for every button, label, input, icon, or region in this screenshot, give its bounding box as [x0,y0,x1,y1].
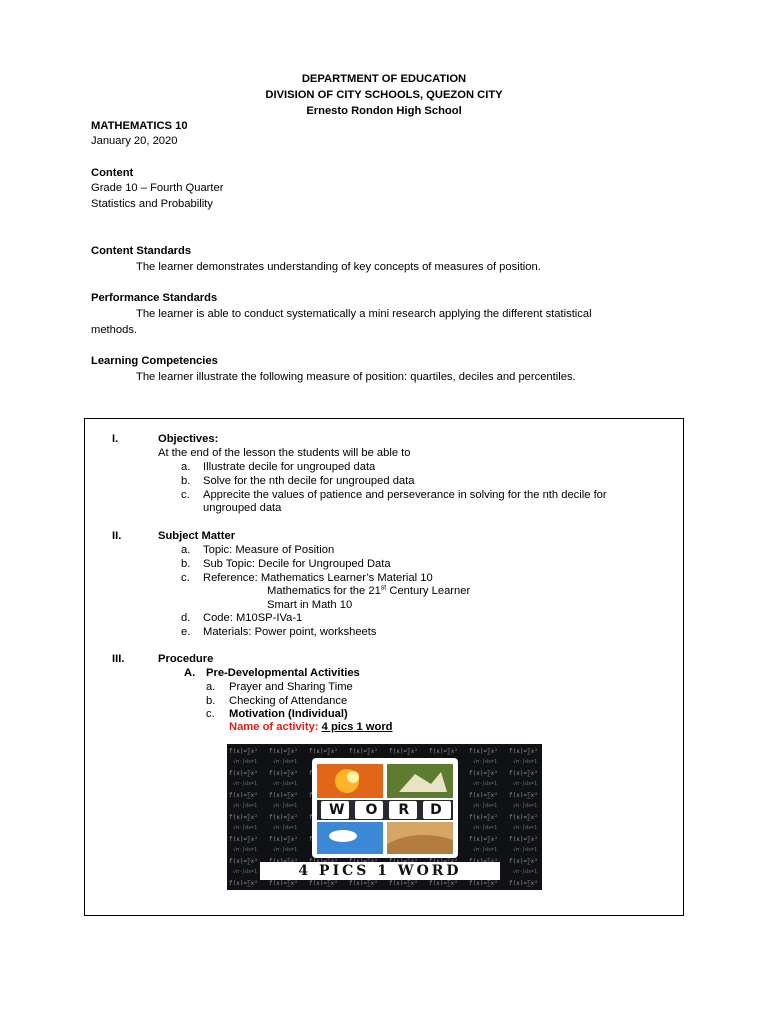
content-standards-heading: Content Standards [91,245,192,257]
objective-item: Apprecite the values of patience and perseverance in solving for the nth decile for [203,489,607,501]
activity-name-line [229,720,393,736]
subject-item-reference: Reference: Mathematics Learner’s Material 10 [203,572,433,584]
content-standards-text: The learner demonstrates understanding of key concepts of measures of position. [136,261,541,273]
subject-matter-numeral: II. [112,530,122,542]
activity-label: Name of activity: [229,721,319,733]
subject-item-code: Code: M10SP-IVa-1 [203,612,303,624]
procedure-marker: b. [206,695,216,707]
subject-marker: b. [181,558,191,570]
performance-standards-heading: Performance Standards [91,292,218,304]
reference-extra-text-post: Century Learner [386,585,471,597]
word-tile-letters [321,801,463,819]
performance-standards-text-cont: methods. [91,324,138,336]
learning-competencies-heading: Learning Competencies [91,355,218,367]
word-tile-text: WORD [329,802,463,818]
division-title: DIVISION OF CITY SCHOOLS, QUEZON CITY [265,89,503,101]
document-header [0,72,768,120]
objectives-intro: At the end of the lesson the students will be able to [158,447,411,459]
department-title: DEPARTMENT OF EDUCATION [301,73,467,85]
objective-item: Solve for the nth decile for ungrouped data [203,475,415,487]
four-pics-one-word-image [227,744,542,890]
activity-name: 4 pics 1 word [321,721,393,733]
procedure-marker: a. [206,681,216,693]
subject-title: MATHEMATICS 10 [91,120,188,132]
procedure-item: Motivation (Individual) [229,708,348,720]
procedure-section-marker: A. [184,667,196,679]
learning-competencies-text: The learner illustrate the following measure of position: quartiles, deciles and percentiles. [136,371,576,383]
objectives-numeral: I. [112,433,119,445]
objective-item-cont: ungrouped data [203,502,282,514]
objective-marker: a. [181,461,191,473]
subject-item-subtopic: Sub Topic: Decile for Ungrouped Data [203,558,391,570]
subject-marker: c. [181,572,190,584]
subject-item-materials: Materials: Power point, worksheets [203,626,377,638]
subject-marker: d. [181,612,191,624]
content-heading: Content [91,167,134,179]
objective-item: Illustrate decile for ungrouped data [203,461,376,473]
reference-extra-line-2: Smart in Math 10 [267,599,353,611]
lesson-date: January 20, 2020 [91,135,178,147]
content-topic: Statistics and Probability [91,198,213,210]
objectives-heading: Objectives: [158,433,219,445]
subject-item-topic: Topic: Measure of Position [203,544,335,556]
procedure-section-title: Pre-Developmental Activities [206,667,360,679]
content-grade: Grade 10 – Fourth Quarter [91,182,224,194]
objective-marker: c. [181,489,190,501]
performance-standards-text: The learner is able to conduct systematically a mini research applying the different statistical [136,308,592,320]
reference-extra-text: Mathematics for the 21 [267,585,381,597]
game-banner: 4 PICS 1 WORD [298,863,462,879]
objective-marker: b. [181,475,191,487]
subject-marker: e. [181,626,191,638]
procedure-item: Prayer and Sharing Time [229,681,353,693]
subject-marker: a. [181,544,191,556]
procedure-item: Checking of Attendance [229,695,348,707]
school-name: Ernesto Rondon High School [306,105,462,117]
procedure-heading: Procedure [158,653,214,665]
procedure-marker: c. [206,708,215,720]
procedure-numeral: III. [112,653,125,665]
subject-matter-heading: Subject Matter [158,530,236,542]
reference-extra-sup: st [380,584,387,592]
